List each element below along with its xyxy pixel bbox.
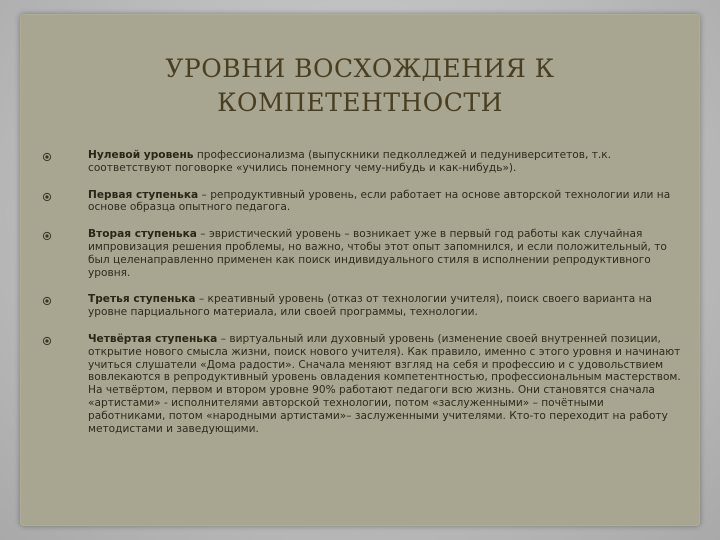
list-item [42, 293, 682, 319]
list-item-text [88, 149, 682, 175]
title-line-2: КОМПЕТЕНТНОСТИ [217, 88, 503, 117]
circle-bullet-icon [42, 336, 52, 346]
list-item-text [88, 293, 682, 319]
circle-bullet-icon [42, 152, 52, 162]
list-item [42, 189, 682, 215]
list-item-text [88, 228, 682, 279]
list-item-body: – креативный уровень (отказ от технологии учителя), поиск своего варианта на уровне парциального материала, или своей программы, технологии. [88, 293, 653, 319]
list-item [42, 333, 682, 435]
bullet-list [42, 149, 682, 449]
list-item-heading: Первая ступенька [88, 188, 199, 201]
list-item [42, 228, 682, 279]
list-item-heading: Четвёртая ступенька [88, 332, 218, 345]
circle-bullet-icon [42, 192, 52, 202]
list-item-body: – эвристический уровень – возникает уже в первый год работы как случайная импровизация решения проблемы, но важно, чтобы этот опыт запомнился, и если положительный, то был целенаправленно применен как поиск индивидуального стиля в исполнении репродуктивного уровня. [88, 228, 667, 279]
list-item-heading: Вторая ступенька [88, 228, 197, 241]
circle-bullet-icon [42, 231, 52, 241]
list-item-text [88, 333, 682, 435]
circle-bullet-icon [42, 296, 52, 306]
slide-title [20, 52, 700, 120]
list-item-body: – виртуальный или духовный уровень (изменение своей внутренней позиции, открытие нового смысла жизни, поиск нового учителя). Как правило, именно с этого уровня и начинают учиться слушатели «Дома радости». Сначала меняют взгляд на себя и профессию и с удовольствием вовлекаются в репродуктивный уровень овладения компетентностью, профессиональным мастерством. На четвёртом, первом и втором уровне 90% работают педагоги всю жизнь. Они становятся сначала «артистами» - исполнителями авторской технологии, потом «заслуженными» – почётными работниками, потом «народными артистами»– заслуженными учителями. Кто-то переходит на работу методистами и заведующими. [88, 332, 681, 435]
list-item-heading: Нулевой уровень [88, 149, 194, 161]
title-line-1: УРОВНИ ВОСХОЖДЕНИЯ К [165, 54, 555, 83]
list-item-text [88, 189, 682, 215]
list-item-body: – репродуктивный уровень, если работает на основе авторской технологии или на основе образца опытного педагога. [88, 188, 671, 214]
content-panel [20, 14, 700, 526]
list-item-heading: Третья ступенька [88, 293, 196, 306]
list-item [42, 149, 682, 175]
list-item-body: профессионализма (выпускники педколледжей и педуниверситетов, т.к. соответствуют поговорке «учились понемногу чему-нибудь и как-нибудь»). [88, 149, 612, 174]
